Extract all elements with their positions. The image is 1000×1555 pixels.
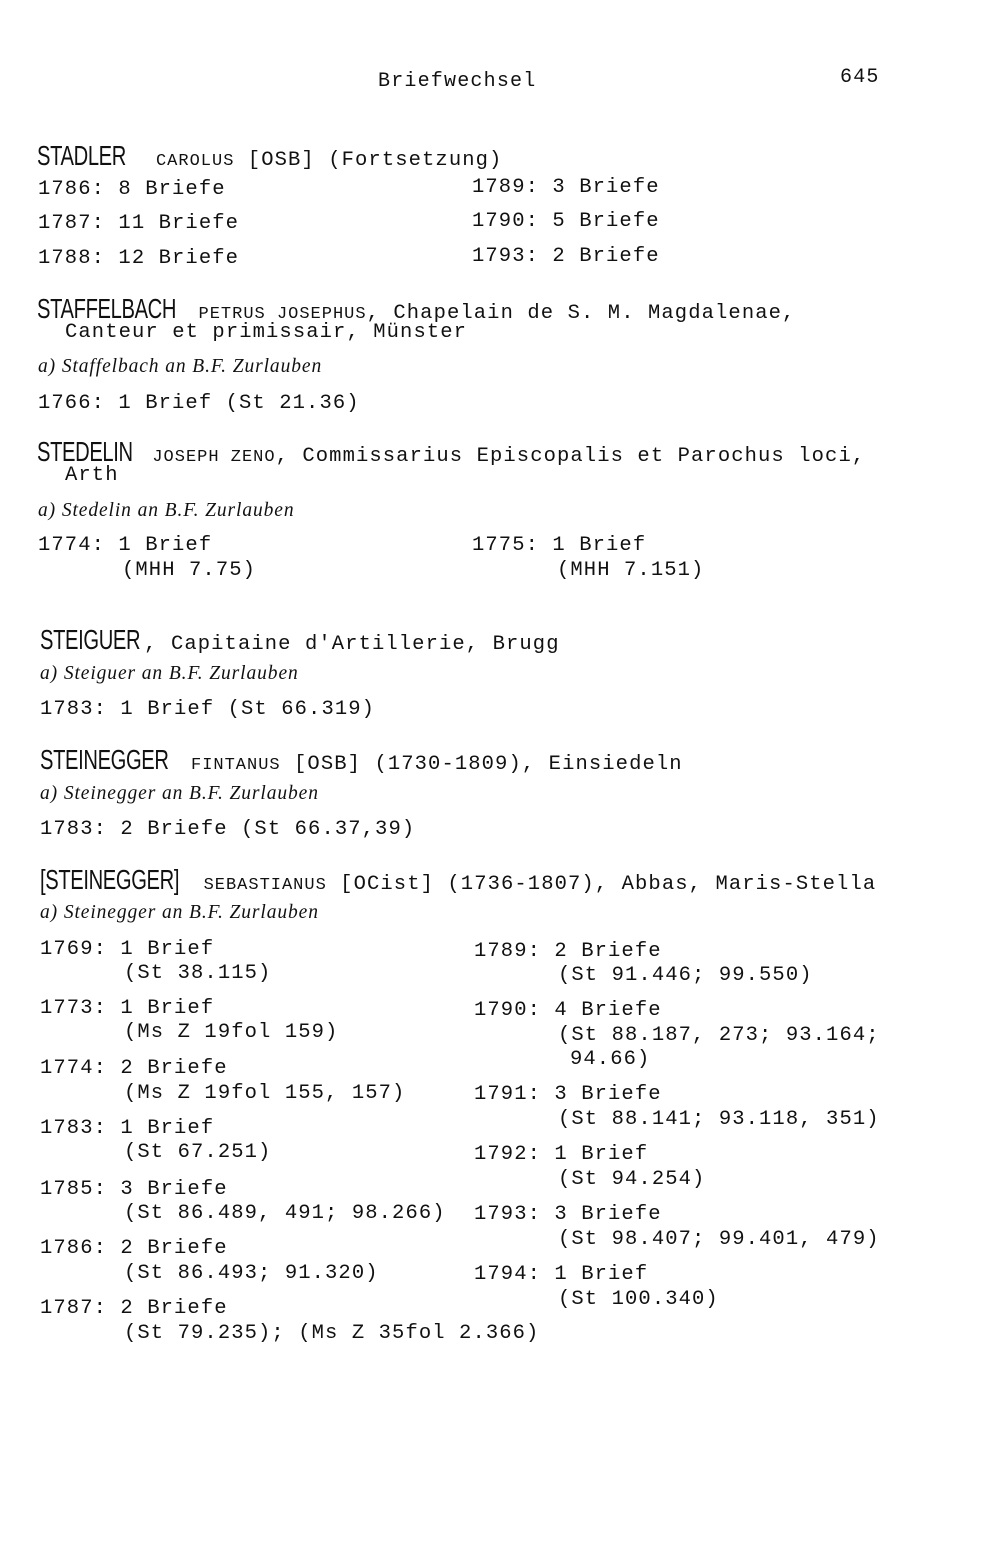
entry-given-name: CAROLUS [155,152,235,171]
year-row: 1788: 12 Briefe [38,247,240,270]
year-row: 1787: 11 Briefe [38,212,240,235]
sub-heading: a) Steinegger an B.F. Zurlauben [40,783,319,804]
year-row: 1793: 3 Briefe [474,1203,662,1226]
year-row: 1789: 3 Briefe [472,176,660,199]
entry-heading [40,626,560,657]
reference: (St 94.254) [558,1168,706,1191]
year-row: 1794: 1 Brief [474,1263,649,1286]
sub-heading: a) Steinegger an B.F. Zurlauben [40,902,319,923]
year-row: 1793: 2 Briefe [472,245,660,268]
entry-given-name: SEBASTIANUS [203,876,327,895]
reference: (St 91.446; 99.550) [558,964,813,987]
year-row: 1787: 2 Briefe [40,1297,228,1320]
entry-given-name: FINTANUS [191,756,281,775]
entry-name: STADLER [37,140,126,171]
entry-details: [OSB] (1730-1809), Einsiedeln [280,753,683,776]
year-row: 1790: 5 Briefe [472,210,660,233]
year-row: 1785: 3 Briefe [40,1178,228,1201]
reference: (St 38.115) [124,962,272,985]
entry-details: , Capitaine d'Artillerie, Brugg [144,633,560,656]
sub-heading: a) Stedelin an B.F. Zurlauben [38,500,295,521]
year-row: 1769: 1 Brief [40,938,215,961]
year-row: 1774: 1 Brief [38,534,213,557]
reference: (Ms Z 19fol 159) [124,1021,339,1044]
entry-details: , Chapelain de S. M. Magdalenae, [366,302,796,325]
entry-name: STEDELIN [37,436,133,467]
sub-heading: a) Staffelbach an B.F. Zurlauben [38,356,323,377]
reference: (MHH 7.75) [122,559,257,582]
entry-given-name: PETRUS JOSEPHUS [198,305,367,324]
reference: (St 79.235); (Ms Z 35fol 2.366) [124,1322,540,1345]
year-row: 1783: 1 Brief (St 66.319) [40,698,376,721]
entry-details: [OCist] (1736-1807), Abbas, Maris-Stella [326,873,877,896]
entry-heading [40,746,683,778]
year-row: 1786: 8 Briefe [38,178,226,201]
year-row: 1783: 2 Briefe (St 66.37,39) [40,818,416,841]
reference: (St 88.141; 93.118, 351) [558,1108,880,1131]
reference: (St 86.489, 491; 98.266) [124,1202,446,1225]
year-row: 1783: 1 Brief [40,1117,215,1140]
entry-name: STAFFELBACH [37,293,177,324]
entry-details: [OSB] (Fortsetzung) [234,149,503,172]
reference: (MHH 7.151) [557,559,705,582]
entry-name: STEINEGGER [40,744,169,775]
reference: (St 98.407; 99.401, 479) [558,1228,880,1251]
year-row: 1790: 4 Briefe [474,999,662,1022]
entry-given-name: JOSEPH ZENO [152,448,276,467]
year-row: 1786: 2 Briefe [40,1237,228,1260]
page-number: 645 [840,66,880,89]
year-row: 1789: 2 Briefe [474,940,662,963]
entry-heading [37,142,502,174]
entry-name: [STEINEGGER] [40,864,180,895]
reference: (Ms Z 19fol 155, 157) [124,1082,406,1105]
reference: (St 88.187, 273; 93.164; [558,1024,880,1047]
entry-continuation: Arth [65,464,119,487]
entry-name: STEIGUER [40,624,141,655]
entry-heading [37,438,865,470]
running-title: Briefwechsel [378,70,537,93]
year-row: 1773: 1 Brief [40,997,215,1020]
year-row: 1774: 2 Briefe [40,1057,228,1080]
entry-details: , Commissarius Episcopalis et Parochus loci, [275,445,866,468]
reference: (St 100.340) [558,1288,719,1311]
year-row: 1791: 3 Briefe [474,1083,662,1106]
reference: (St 67.251) [124,1141,272,1164]
year-row: 1792: 1 Brief [474,1143,649,1166]
sub-heading: a) Steiguer an B.F. Zurlauben [40,663,299,684]
entry-heading [40,866,876,898]
year-row: 1775: 1 Brief [472,534,647,557]
year-row: 1766: 1 Brief (St 21.36) [38,392,360,415]
entry-continuation: Canteur et primissair, Münster [65,321,468,344]
reference: (St 86.493; 91.320) [124,1262,379,1285]
reference: 94.66) [570,1048,651,1071]
